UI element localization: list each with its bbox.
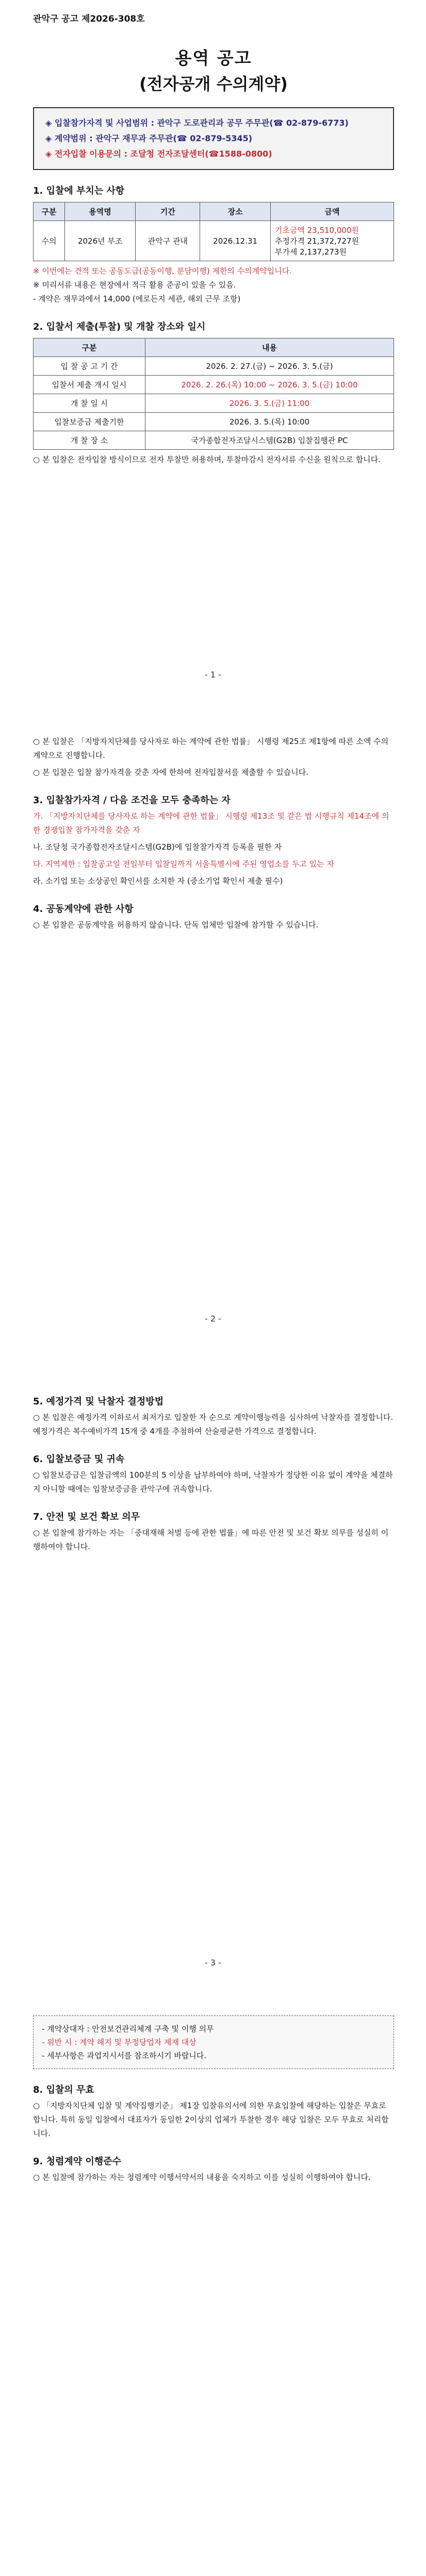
table-header: 구분: [34, 202, 65, 221]
section-2-heading: 2. 입찰서 제출(투찰) 및 개찰 장소와 일시: [33, 321, 206, 332]
qualification-item: 라. 소기업 또는 소상공인 확인서를 소지한 자 (중소기업 확인서 제출 필수): [33, 876, 283, 886]
note-line: ○ 본 입찰은 전자입찰 방식이므로 전자 투찰만 허용하며, 투찰마감시 전자서류 수신을 원칙으로 합니다.: [33, 455, 381, 464]
table-header: 기간: [136, 202, 200, 221]
section-1-notes: [33, 264, 394, 306]
base-amount: 기초금액 23,510,000원: [274, 226, 359, 235]
table-cell: 개 찰 일 시: [34, 394, 145, 413]
section-8-heading: 8. 입찰의 무효: [33, 2084, 94, 2095]
table-cell: 입찰보증금 제출기한: [34, 413, 145, 431]
paragraph: ○ 본 입찰은 입찰 참가자격을 갖춘 자에 한하여 전자입찰서를 제출할 수 있습니다.: [33, 768, 308, 777]
section-1-heading: 1. 입찰에 부치는 사항: [33, 185, 125, 196]
table-header: 용역명: [65, 202, 136, 221]
table-cell: 수의: [34, 221, 65, 261]
paragraph: ○ 본 입찰은 예정가격 이하로서 최저가로 입찰한 자 순으로 계약이행능력을 심사하여 낙찰자를 결정합니다. 예정가격은 복수예비가격 15개 중 4개를 추첨하여 산술평균한 가격으로 결정합니다.: [33, 1413, 394, 1436]
qualification-item: 가. 「지방자치단체를 당사자로 하는 계약에 관한 법률」 시행령 제13조 및 같은 법 시행규칙 제14조에 의한 경쟁입찰 참가자격을 갖춘 자: [33, 811, 389, 835]
schedule-table: [33, 338, 394, 450]
paragraph: ○ 본 입찰은 공동계약을 허용하지 않습니다. 단독 업체만 입찰에 참가할 수 있습니다.: [33, 920, 319, 929]
note-line: - 계약은 재무과에서 14,000 (에로든지 세관, 해외 근무 조항): [33, 294, 241, 303]
table-cell: 2026.12.31: [200, 221, 271, 261]
document-subtitle: (전자공개 수의계약): [139, 74, 288, 94]
safety-box: [33, 2015, 394, 2069]
amount-cell: [270, 221, 394, 261]
document-title: 용역 공고: [175, 48, 252, 68]
summary-line: ◈ 입찰참가자격 및 사업범위 : 관악구 도로관리과 공무 주무관(☎ 02-879-6773): [45, 118, 349, 128]
table-header: 내용: [145, 338, 394, 357]
paragraph: ○ 본 입찰에 참가하는 자는 「중대재해 처벌 등에 관한 법률」에 따른 안전 및 보건 확보 의무를 성실히 이행하여야 합니다.: [33, 1528, 389, 1551]
box-line: - 위반 시 : 계약 해지 및 부정당업자 제재 대상: [42, 2038, 196, 2047]
section-4-heading: 4. 공동계약에 관한 사항: [33, 904, 134, 914]
table-cell: 2026. 3. 5.(목) 10:00: [145, 413, 394, 431]
table-cell: 2026년 부조: [65, 221, 136, 261]
box-line: - 세부사항은 과업지시서를 참조하시기 바랍니다.: [42, 2051, 207, 2060]
note-line: ※ 이번에는 견적 또는 공동도급(공동이행, 분담이행) 제한의 수의계약입니다.: [33, 266, 292, 276]
vat-amount: 부가세 2,137,273원: [274, 247, 347, 257]
table-cell: 입 찰 공 고 기 간: [34, 357, 145, 376]
paragraph: ○ 본 입찰에 참가하는 자는 청렴계약 이행서약서의 내용을 숙지하고 이를 성실히 이행하여야 합니다.: [33, 2173, 371, 2182]
contact-summary-box: [33, 107, 394, 170]
page-4-content: [33, 2009, 394, 2184]
table-cell: 입찰서 제출 개시 일시: [34, 376, 145, 394]
section-5-heading: 5. 예정가격 및 낙찰자 결정방법: [33, 1396, 164, 1407]
qualification-item: 나. 조달청 국가종합전자조달시스템(G2B)에 입찰참가자격 등록을 필한 자: [33, 842, 282, 852]
table-cell: 2026. 2. 26.(목) 10:00 ~ 2026. 3. 5.(금) 10:00: [145, 376, 394, 394]
note-line: ※ 미리서류 내용은 현장에서 적극 활용 준공이 있을 수 있음.: [33, 280, 236, 290]
table-header: 구분: [34, 338, 145, 357]
section-9-heading: 9. 청렴계약 이행준수: [33, 2156, 121, 2167]
paragraph: ○ 본 입찰은 「지방자치단체를 당사자로 하는 계약에 관한 법률」 시행령 제25조 제1항에 따른 소액 수의계약으로 진행합니다.: [33, 737, 389, 760]
section-2-notes: [33, 453, 394, 467]
contract-info-table: [33, 202, 394, 261]
table-cell: 2026. 3. 5.(금) 11:00: [145, 394, 394, 413]
paragraph: ○ 「지방자치단체 입찰 및 계약집행기준」 제1장 입찰유의서에 의한 무효입찰에 해당하는 입찰은 무효로 합니다. 특히 동일 입찰에서 대표자가 동일한 2이상의 업체가 투찰한 경우 해당 입찰은 모두 무효로 처리합니다.: [33, 2101, 389, 2138]
publication-number: 관악구 공고 제2026-308호: [33, 14, 145, 24]
header: [33, 11, 394, 467]
summary-line: ◈ 전자입찰 이용문의 : 조달청 전자조달센터(☎1588-0800): [45, 149, 272, 159]
section-6-heading: 6. 입찰보증금 및 귀속: [33, 1454, 125, 1465]
table-header: 장소: [200, 202, 271, 221]
table-cell: 개 찰 장 소: [34, 431, 145, 450]
page-number: - 2 -: [205, 1314, 221, 1324]
table-cell: 2026. 2. 27.(금) ~ 2026. 3. 5.(금): [145, 357, 394, 376]
qualification-item: 다. 지역제한 : 입찰공고일 전일부터 입찰일까지 서울특별시에 주된 영업소를 두고 있는 자: [33, 859, 334, 869]
table-cell: 관악구 관내: [136, 221, 200, 261]
page-3-content: [33, 1381, 394, 1554]
table-cell: 국가종합전자조달시스템(G2B) 입찰집행관 PC: [145, 431, 394, 450]
paragraph: ○ 입찰보증금은 입찰금액의 100분의 5 이상을 납부하여야 하며, 낙찰자가 정당한 이유 없이 계약을 체결하지 아니할 때에는 입찰보증금을 관악구에 귀속합니다.: [33, 1470, 393, 1494]
section-7-heading: 7. 안전 및 보건 확보 의무: [33, 1512, 140, 1522]
page-number: - 3 -: [205, 1958, 221, 1968]
page-2-content: [33, 732, 394, 932]
summary-line: ◈ 계약범위 : 관악구 재무과 주무관(☎ 02-879-5345): [45, 133, 253, 143]
table-header: 금액: [270, 202, 394, 221]
estimated-price: 추정가격 21,372,727원: [274, 236, 359, 246]
page-number: - 1 -: [205, 670, 221, 680]
box-line: - 계약상대자 : 안전보건관리체계 구축 및 이행 의무: [42, 2024, 214, 2033]
section-3-heading: 3. 입찰참가자격 / 다음 조건을 모두 충족하는 자: [33, 795, 231, 806]
